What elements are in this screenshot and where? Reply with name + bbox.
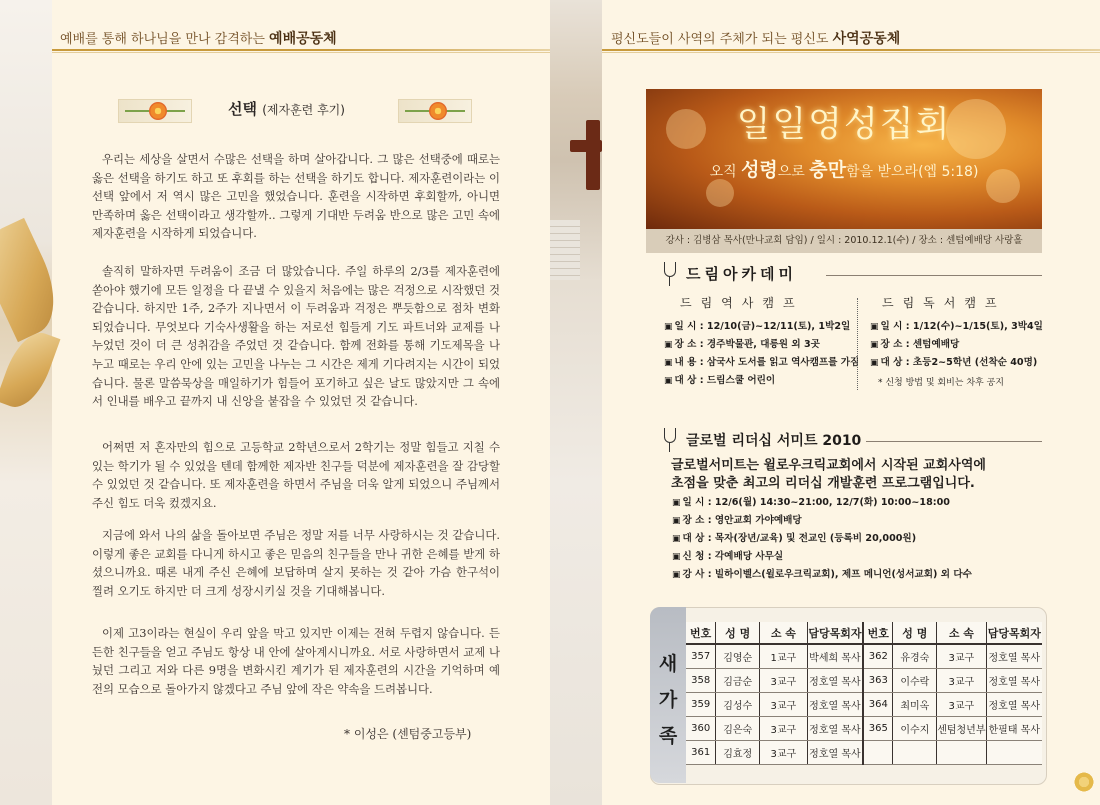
autumn-leaf-photo bbox=[0, 0, 52, 805]
table-cell: 정호열 목사 bbox=[986, 669, 1042, 693]
article-paragraph-5: 이제 고3이라는 현실이 우리 앞을 막고 있지만 이제는 전혀 두렵지 않습니다. 든든한 친구들을 얻고 주님도 항상 내 안에 살아계시니까요. 서로 사랑하면서 교제 나눴던 그리고 저와 다른 9명을 변화시킨 계기가 된 제자훈련의 시간을 기억하며 예전의 모습으로 돌아가지 않겠다고 주님 앞에 작은 약속을 드려봅니다. bbox=[92, 626, 500, 696]
summit-item: ▣ 신 청 : 각예배당 사무실 bbox=[672, 551, 784, 562]
cross-photo bbox=[550, 0, 602, 805]
reading-camp-note: * 신청 방법 및 회비는 차후 공지 bbox=[878, 378, 1004, 388]
summit-intro-line-1: 글로벌서미트는 윌로우크릭교회에서 시작된 교회사역에 bbox=[671, 458, 986, 473]
history-camp-item: ▣ 대 상 : 드림스쿨 어린이 bbox=[664, 375, 776, 386]
tulip-icon bbox=[660, 428, 680, 452]
table-cell: 360 bbox=[686, 717, 716, 741]
banner-verse bbox=[646, 155, 1042, 181]
table-cell: 3교구 bbox=[760, 669, 808, 693]
article-author: * 이성은 (센텀중고등부) bbox=[344, 727, 472, 741]
table-cell: 358 bbox=[686, 669, 716, 693]
table-cell: 359 bbox=[686, 693, 716, 717]
banner-verse-mid: 으로 bbox=[777, 164, 810, 180]
banner-verse-word-1: 성령 bbox=[741, 159, 778, 181]
history-camp-item: ▣ 장 소 : 경주박물관, 대릉원 외 3곳 bbox=[664, 339, 820, 350]
table-cell: 김영순 bbox=[716, 644, 760, 669]
table-cell: 박세희 목사 bbox=[807, 644, 863, 669]
revival-banner bbox=[646, 89, 1042, 229]
article-title bbox=[228, 98, 378, 122]
table-cell: 김성수 bbox=[716, 693, 760, 717]
table-cell: 최미옥 bbox=[893, 693, 937, 717]
article-subtitle: (제자훈련 후기) bbox=[262, 103, 345, 117]
banner-verse-post: 함을 받으라(엡 5:18) bbox=[846, 164, 979, 180]
summit-intro-line-2: 초점을 맞춘 최고의 리더십 개발훈련 프로그램입니다. bbox=[671, 476, 975, 491]
table-cell bbox=[893, 741, 937, 765]
table-cell: 한필태 목사 bbox=[986, 717, 1042, 741]
history-camp-list bbox=[664, 318, 860, 390]
flower-ornament-left bbox=[118, 99, 192, 123]
table-row bbox=[686, 644, 1042, 669]
new-family-table bbox=[686, 622, 1042, 765]
table-cell: 3교구 bbox=[937, 693, 986, 717]
column-header: 소 속 bbox=[937, 622, 986, 644]
article-paragraph-3: 어쩌면 저 혼자만의 힘으로 고등학교 2학년으로서 2학기는 정말 힘들고 지칠 수 있는 학기가 될 수 있었을 텐데 함께한 제자반 친구들 덕분에 제자훈련을 잘 감당할 수 있었던 것 같습니다. 또 제자훈련을 하면서 주님을 더욱 알게 되었으니 주님께서 주신 힘도 더욱 컸겠지요. bbox=[92, 440, 500, 510]
reading-camp-item: ▣ 일 시 : 1/12(수)~1/15(토), 3박4일 bbox=[870, 321, 1043, 332]
table-cell: 364 bbox=[863, 693, 893, 717]
new-family-label-char: 족 bbox=[658, 725, 678, 747]
column-header: 번호 bbox=[863, 622, 893, 644]
table-cell: 정호열 목사 bbox=[807, 741, 863, 765]
summit-item: ▣ 대 상 : 목자(장년/교육) 및 전교인 (등록비 20,000원) bbox=[672, 533, 917, 544]
table-cell: 정호열 목사 bbox=[807, 717, 863, 741]
table-cell: 3교구 bbox=[937, 669, 986, 693]
banner-verse-pre: 오직 bbox=[709, 164, 742, 180]
table-cell: 김금순 bbox=[716, 669, 760, 693]
table-cell: 정호열 목사 bbox=[986, 693, 1042, 717]
column-header: 성 명 bbox=[716, 622, 760, 644]
table-row bbox=[686, 669, 1042, 693]
article-paragraph-2: 솔직히 말하자면 두려움이 조금 더 많았습니다. 주일 하루의 2/3를 제자훈련에 쏟아야 했기에 모든 일정을 다 끝낼 수 있을지 처음에는 많은 걱정으로 시작했던 것 같습니다. 하지만 1주, 2주가 지나면서 이 두려움과 걱정은 뿌듯함으로 점차 변화되었습니다. 무엇보다 기숙사생활을 하는 저로선 힘들게 기도 파트너와 교제를 나누었던 것이 더 큰 성취감을 주었던 것 같습니다. 함께 전화를 통해 기도제목을 나누고 때로는 우리 안에 있는 고민을 나누는 그 시간은 제게 기다려지는 시간이 되었습니다. 물론 말씀묵상을 매일하기가 힘들어 포기하고 싶은 날도 많았지만 그 속에서 인내를 배우고 끝까지 내 신앙을 붙잡을 수 있었던 것 같습니다. bbox=[92, 264, 500, 409]
flower-ornament-right bbox=[398, 99, 472, 123]
left-header-prefix: 예배를 통해 하나님을 만나 감격하는 bbox=[60, 32, 265, 47]
table-cell: 이수지 bbox=[893, 717, 937, 741]
camp-divider bbox=[857, 298, 858, 390]
new-family-label bbox=[650, 607, 686, 783]
left-header-emphasis: 예배공동체 bbox=[269, 31, 337, 47]
banner-info: 강사 : 김병삼 목사(만나교회 담임) / 일시 : 2010.12.1(수) / 장소 : 센텀예배당 사랑홀 bbox=[646, 229, 1042, 253]
table-row bbox=[686, 717, 1042, 741]
right-header-prefix: 평신도들이 사역의 주체가 되는 평신도 bbox=[611, 32, 829, 47]
right-header-rule-thin bbox=[602, 52, 1100, 53]
table-cell bbox=[863, 741, 893, 765]
column-header: 담당목회자 bbox=[986, 622, 1042, 644]
column-header: 번호 bbox=[686, 622, 716, 644]
table-cell: 정호열 목사 bbox=[986, 644, 1042, 669]
table-cell: 362 bbox=[863, 644, 893, 669]
table-row bbox=[686, 693, 1042, 717]
table-header-row bbox=[686, 622, 1042, 644]
summit-item: ▣ 일 시 : 12/6(월) 14:30~21:00, 12/7(화) 10:00~18:00 bbox=[672, 497, 950, 508]
table-cell: 361 bbox=[686, 741, 716, 765]
table-cell bbox=[937, 741, 986, 765]
table-cell: 유경숙 bbox=[893, 644, 937, 669]
table-cell: 김효정 bbox=[716, 741, 760, 765]
table-cell: 357 bbox=[686, 644, 716, 669]
right-header-rule bbox=[602, 49, 1100, 51]
summit-item: ▣ 장 소 : 영안교회 가야예배당 bbox=[672, 515, 802, 526]
summit-item: ▣ 강 사 : 빌하이벨스(윌로우크릭교회), 제프 메니언(성서교회) 외 다수 bbox=[672, 569, 972, 580]
table-cell: 3교구 bbox=[760, 693, 808, 717]
summit-list bbox=[672, 494, 1042, 584]
right-header bbox=[611, 28, 901, 50]
tulip-icon bbox=[660, 262, 680, 286]
table-cell: 365 bbox=[863, 717, 893, 741]
column-header: 소 속 bbox=[760, 622, 808, 644]
table-row bbox=[686, 741, 1042, 765]
left-header-rule-thin bbox=[52, 52, 550, 53]
right-header-emphasis: 사역공동체 bbox=[832, 31, 901, 47]
table-cell: 363 bbox=[863, 669, 893, 693]
reading-camp-title: 드림독서캠프 bbox=[882, 296, 1006, 310]
banner-verse-word-2: 충만 bbox=[809, 159, 846, 181]
reading-camp-item: ▣ 장 소 : 센텀예배당 bbox=[870, 339, 960, 350]
column-header: 담당목회자 bbox=[807, 622, 863, 644]
table-cell: 3교구 bbox=[760, 717, 808, 741]
table-cell bbox=[986, 741, 1042, 765]
table-cell: 3교구 bbox=[760, 741, 808, 765]
history-camp-title: 드림역사캠프 bbox=[680, 296, 804, 310]
article-paragraph-1: 우리는 세상을 살면서 수많은 선택을 하며 살아갑니다. 그 많은 선택중에 때로는 옳은 선택을 하기도 하고 또 후회를 하는 선택을 하기도 합니다. 제자훈련이라는 이 선택 앞에서 저 역시 많은 고민을 했었습니다. 훈련을 시작하면 후회할까, 아니면 만족하며 옳은 선택이라고 생각할까.. 그렇게 기대반 두려움 반으로 많은 고민 속에 제자훈련을 시작하게 되었습니다. bbox=[92, 152, 500, 241]
table-cell: 김은숙 bbox=[716, 717, 760, 741]
left-header bbox=[60, 28, 337, 50]
article-paragraph-4: 지금에 와서 나의 삶을 돌아보면 주님은 정말 저를 너무 사랑하시는 것 같습니다. 이렇게 좋은 교회를 다니게 하시고 좋은 믿음의 친구들을 만나 귀한 은혜를 받게 하셨으니까요. 때론 내게 주신 은혜에 보답하며 살지 못하는 것 같아 가슴 한구석이 찔려 오기도 하지만 더 크게 성장시키실 것을 기대해봅니다. bbox=[92, 528, 500, 598]
summit-intro bbox=[671, 457, 1041, 493]
banner-title: 일일영성집회 bbox=[736, 105, 952, 145]
column-header: 성 명 bbox=[893, 622, 937, 644]
new-family-label-char: 새 bbox=[658, 653, 678, 675]
summit-heading: 글로벌 리더십 서미트 2010 bbox=[686, 433, 862, 449]
table-cell: 이수락 bbox=[893, 669, 937, 693]
reading-camp-item: ▣ 대 상 : 초등2~5학년 (선착순 40명) bbox=[870, 357, 1038, 368]
dream-academy-rule bbox=[826, 275, 1042, 276]
history-camp-item: ▣ 내 용 : 삼국사 도서를 읽고 역사캠프를 가짐 bbox=[664, 357, 860, 368]
history-camp-item: ▣ 일 시 : 12/10(금)~12/11(토), 1박2일 bbox=[664, 321, 851, 332]
reading-camp-list bbox=[870, 318, 1042, 388]
article-title-text: 선택 bbox=[228, 100, 257, 118]
new-family-label-char: 가 bbox=[658, 689, 678, 711]
table-cell: 정호열 목사 bbox=[807, 693, 863, 717]
table-cell: 1교구 bbox=[760, 644, 808, 669]
table-cell: 센텀청년부 bbox=[937, 717, 986, 741]
summit-rule bbox=[866, 441, 1042, 442]
table-cell: 정호열 목사 bbox=[807, 669, 863, 693]
dream-academy-heading: 드림아카데미 bbox=[686, 265, 797, 283]
flower-ornament-footer bbox=[1072, 770, 1096, 794]
table-cell: 3교구 bbox=[937, 644, 986, 669]
left-header-rule bbox=[52, 49, 550, 51]
